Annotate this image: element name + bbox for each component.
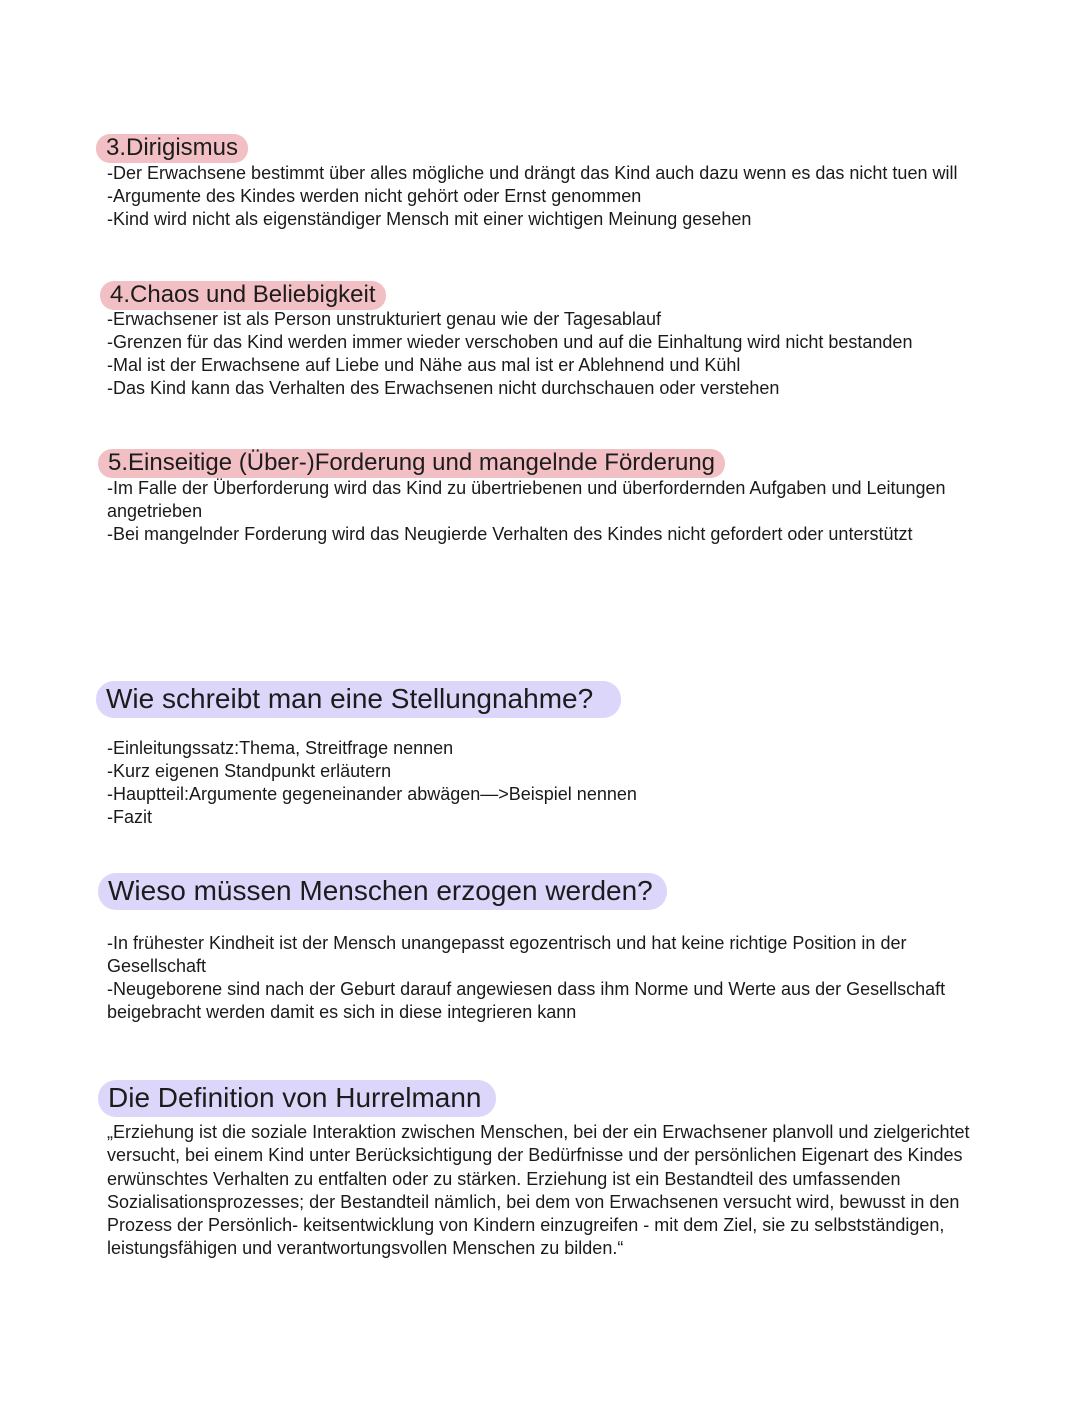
list-item: -Bei mangelnder Forderung wird das Neugierde Verhalten des Kindes nicht gefordert oder unterstützt bbox=[107, 524, 913, 544]
list-item: -Kind wird nicht als eigenständiger Mensch mit einer wichtigen Meinung gesehen bbox=[107, 209, 752, 229]
list-item: -Hauptteil:Argumente gegeneinander abwägen—>Beispiel nennen bbox=[107, 784, 637, 804]
list-item: -Neugeborene sind nach der Geburt darauf angewiesen dass ihm Norme und Werte aus der Gesellschaft beigebracht werden damit es sich in diese integrieren kann bbox=[107, 979, 946, 1022]
list-item: -Erwachsener ist als Person unstrukturiert genau wie der Tagesablauf bbox=[107, 309, 661, 329]
heading-erziehen: Wieso müssen Menschen erzogen werden? bbox=[98, 873, 667, 910]
list-item: -Fazit bbox=[107, 807, 152, 827]
hurrelmann-quote: „Erziehung ist die soziale Interaktion zwischen Menschen, bei der ein Erwachsener planvoll und zielgerichtet versucht, bei einem Kind unter Berücksichtigung der Bedürfnisse und der persönlichen Eigenart des Kindes erwünschtes Verhalten zu entfalten oder zu stärken. Erziehung ist ein Bestandteil des umfassenden Sozialisationsprozesses; der Bestandteil nämlich, bei dem von Erwachsenen versucht wird, bewusst in den Prozess der Persönlich- keitsentwicklung von Kindern einzugreifen - mit dem Ziel, sie zu selbstständigen, leistungsfähigen und verantwortungsvollen Menschen zu bilden.“ bbox=[107, 1122, 970, 1259]
heading-dirigismus: 3.Dirigismus bbox=[96, 134, 248, 163]
list-stellungnahme bbox=[107, 737, 987, 829]
list-dirigismus bbox=[107, 162, 987, 231]
list-item: -Das Kind kann das Verhalten des Erwachsenen nicht durchschauen oder verstehen bbox=[107, 378, 780, 398]
heading-stellungnahme: Wie schreibt man eine Stellungnahme? bbox=[96, 681, 621, 718]
heading-hurrelmann: Die Definition von Hurrelmann bbox=[98, 1080, 496, 1117]
list-item: -Grenzen für das Kind werden immer wieder verschoben und auf die Einhaltung wird nicht bestanden bbox=[107, 332, 913, 352]
list-item: -Der Erwachsene bestimmt über alles mögliche und drängt das Kind auch dazu wenn es das nicht tuen will bbox=[107, 163, 958, 183]
heading-chaos: 4.Chaos und Beliebigkeit bbox=[100, 281, 386, 310]
list-erziehen bbox=[107, 932, 987, 1024]
list-chaos bbox=[107, 308, 987, 400]
list-item: -Kurz eigenen Standpunkt erläutern bbox=[107, 761, 392, 781]
heading-forderung: 5.Einseitige (Über-)Forderung und mangelnde Förderung bbox=[98, 449, 725, 478]
list-forderung bbox=[107, 477, 987, 546]
list-item: -Mal ist der Erwachsene auf Liebe und Nähe aus mal ist er Ablehnend und Kühl bbox=[107, 355, 741, 375]
list-item: -Im Falle der Überforderung wird das Kind zu übertriebenen und überfordernden Aufgaben und Leitungen angetrieben bbox=[107, 478, 946, 521]
list-item: -Argumente des Kindes werden nicht gehört oder Ernst genommen bbox=[107, 186, 642, 206]
list-item: -Einleitungssatz:Thema, Streitfrage nennen bbox=[107, 738, 454, 758]
list-item: -In frühester Kindheit ist der Mensch unangepasst egozentrisch und hat keine richtige Position in der Gesellschaft bbox=[107, 933, 907, 976]
